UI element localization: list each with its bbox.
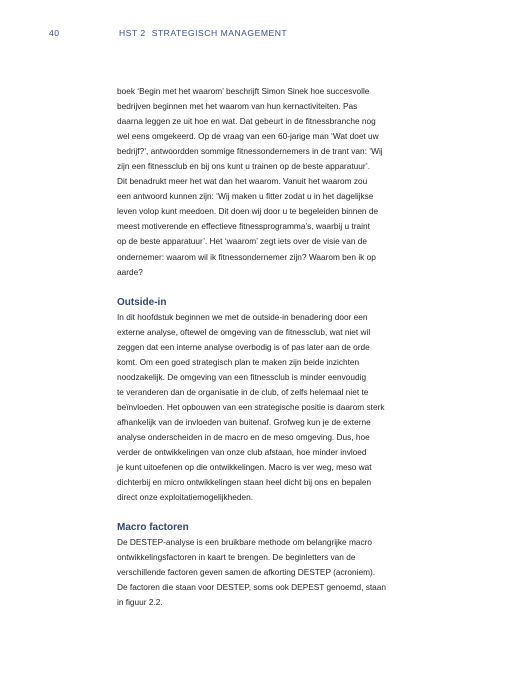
paragraph-line: een antwoord kunnen zijn: ‘Wij maken u fitter zodat u in het dagelijkse [117, 191, 374, 202]
paragraph-line: verschillende factoren geven samen de afkorting DESTEP (acroniem). [117, 567, 376, 578]
chapter-label [119, 28, 287, 38]
paragraph-line: Dit benadrukt meer het wat dan het waarom. Vanuit het waarom zou [117, 176, 368, 187]
section-gap [117, 280, 417, 295]
paragraph-line: ontwikkelingsfactoren in kaart te brengen. De beginletters van de [117, 552, 356, 563]
paragraph-line: beïnvloeden. Het opbouwen van een strategische positie is daarom sterk [117, 401, 385, 412]
paragraph-line: externe analyse, oftewel de omgeving van de fitnessclub, wat niet wil [117, 326, 371, 337]
paragraph-line: zeggen dat een interne analyse overbodig is of pas later aan de orde [117, 341, 370, 352]
page-number: 40 [49, 28, 60, 38]
paragraph-line: noodzakelijk. De omgeving van een fitnessclub is minder eenvoudig [117, 371, 367, 382]
section-heading-macro-factoren: Macro factoren [117, 522, 189, 534]
paragraph-line: daarna leggen ze uit hoe en wat. Dat gebeurt in de fitnessbranche nog [117, 116, 376, 127]
paragraph-line: bedrijf?’, antwoordden sommige fitnessondernemers in de trant van: ‘Wij [117, 146, 383, 157]
macro-paragraph [117, 535, 417, 610]
paragraph-line: je kunt uitoefenen op die ontwikkelingen. Macro is ver weg, meso wat [117, 462, 372, 473]
paragraph-line: direct onze exploitatiemogelijkheden. [117, 492, 254, 503]
paragraph-line: verder de ontwikkelingen van onze club afstaan, hoe minder invloed [117, 447, 367, 458]
paragraph-line: analyse onderscheiden in de macro en de meso omgeving. Dus, hoe [117, 431, 370, 442]
paragraph-line: boek ‘Begin met het waarom’ beschrijft Simon Sinek hoe succesvolle [117, 86, 370, 96]
paragraph-line: op de beste apparatuur’. Het ‘waarom’ zegt iets over de visie van de [117, 236, 367, 247]
paragraph-line: leven volop kunt meedoen. Dit doen wij door u te begeleiden binnen de [117, 206, 379, 217]
paragraph-line: afhankelijk van de invloeden van buitenaf. Grofweg kun je de externe [117, 416, 371, 427]
paragraph-line: komt. Om een goed strategisch plan te maken zijn beide inzichten [117, 356, 360, 367]
paragraph-line: In dit hoofdstuk beginnen we met de outside-in benadering door een [117, 311, 368, 322]
paragraph-line: zijn een fitnessclub en bij ons kunt u trainen op de beste apparatuur’. [117, 161, 371, 172]
paragraph-line: in figuur 2.2. [117, 597, 163, 608]
paragraph-line: te veranderen dan de organisatie in de club, of zelfs helemaal niet te [117, 386, 369, 397]
body-text [117, 84, 417, 610]
section-gap [117, 505, 417, 520]
paragraph-line: bedrijven beginnen met het waarom van hun kernactiviteiten. Pas [117, 101, 358, 112]
paragraph-line: meest motiverende en effectieve fitnessprogramma’s, waarbij u traint [117, 221, 370, 232]
chapter-number: HST 2 [119, 28, 146, 38]
chapter-title: STRATEGISCH MANAGEMENT [151, 28, 288, 38]
running-header [0, 28, 506, 42]
paragraph-line: ondernemer: waarom wil ik fitnessondernemer zijn? Waarom ben ik op [117, 251, 376, 262]
paragraph-line: De DESTEP-analyse is een bruikbare methode om belangrijke macro [117, 537, 373, 548]
paragraph-line: De factoren die staan voor DESTEP, soms ook DEPEST genoemd, staan [117, 582, 387, 593]
paragraph-line: dichterbij en micro ontwikkelingen staan heel dicht bij ons en bepalen [117, 477, 372, 488]
paragraph-line: aarde? [117, 266, 143, 277]
outside-in-paragraph [117, 310, 417, 506]
intro-paragraph [117, 84, 417, 280]
paragraph-line: wel eens omgekeerd. Op de vraag van een 60-jarige man ‘Wat doet uw [117, 131, 379, 142]
section-heading-outside-in: Outside-in [117, 296, 167, 308]
